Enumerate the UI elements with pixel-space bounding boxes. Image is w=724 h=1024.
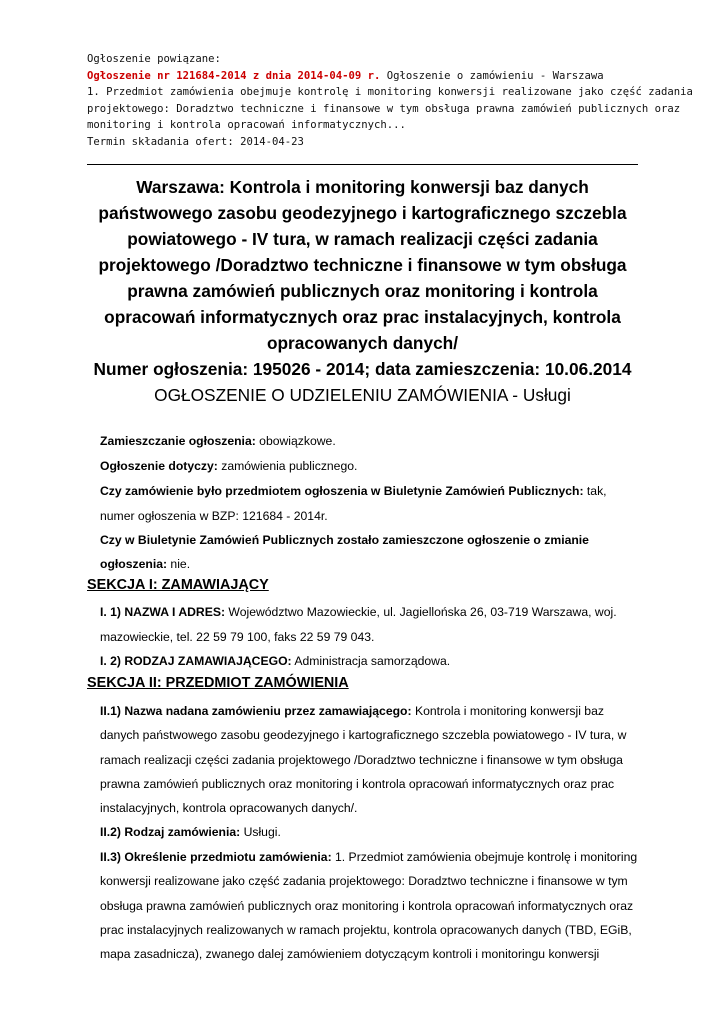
related-notice-link[interactable]: Ogłoszenie nr 121684-2014 z dnia 2014-04-09 r. (87, 69, 381, 82)
related-deadline: Termin składania ofert: 2014-04-23 (87, 135, 304, 148)
section1-name-row (100, 605, 617, 619)
related-desc-line: projektowego: Doradztwo techniczne i finansowe w tym obsługa prawna zamówień publicznych oraz (87, 102, 681, 115)
section1-name-value: Województwo Mazowieckie, ul. Jagiellońska 26, 03-719 Warszawa, woj. (225, 605, 617, 619)
concerns-value: zamówienia publicznego. (217, 459, 358, 473)
change-row (100, 533, 589, 547)
notice-title (87, 174, 638, 408)
bzp-row (100, 484, 607, 498)
notice-subtitle: OGŁOSZENIE O UDZIELENIU ZAMÓWIENIA - Usługi (154, 385, 571, 405)
notice-number-line: Numer ogłoszenia: 195026 - 2014; data zamieszczenia: 10.06.2014 (93, 359, 632, 379)
concerns-label: Ogłoszenie dotyczy: (100, 459, 218, 473)
title-line: opracowanych danych/ (266, 333, 459, 353)
change-label: Czy w Biuletynie Zamówień Publicznych zostało zamieszczone ogłoszenie o zmianie (100, 533, 589, 547)
section2-heading: SEKCJA II: PRZEDMIOT ZAMÓWIENIA (87, 675, 349, 691)
ii3-line: prac instalacyjnych realizowanych w ramach projektu, kontrola opracowanych danych (TBD, EGiB, (100, 923, 632, 937)
related-desc-line: 1. Przedmiot zamówienia obejmuje kontrolę i monitoring konwersji realizowane jako część zadania (87, 86, 693, 99)
title-line: projektowego /Doradztwo techniczne i finansowe w tym obsługa (98, 255, 627, 275)
concerns-row (100, 459, 357, 473)
ii3-line: mapa zasadnicza), zwanego dalej zamówieniem dotyczącym kontroli i monitoringu konwersji (100, 947, 600, 961)
ii1-line: prawna zamówień publicznych oraz monitoring i kontrola opracowań informatycznych oraz prac (100, 777, 615, 791)
section1-type-label: I. 2) RODZAJ ZAMAWIAJĄCEGO: (100, 654, 292, 668)
ii1-label: II.1) Nazwa nadana zamówieniu przez zamawiającego: (100, 704, 412, 718)
related-notice-block (87, 51, 693, 151)
section1-name-label: I. 1) NAZWA I ADRES: (100, 605, 226, 619)
section1-heading: SEKCJA I: ZAMAWIAJĄCY (87, 577, 269, 593)
ii1-line: instalacyjnych, kontrola opracowanych danych/. (100, 801, 358, 815)
related-desc-line: monitoring i kontrola opracowań informatycznych... (87, 119, 406, 132)
section1-type-value: Administracja samorządowa. (291, 654, 451, 668)
placement-row (100, 434, 336, 448)
related-notice-line (87, 68, 647, 85)
change-label-2: ogłoszenia: (100, 557, 168, 571)
ii2-label: II.2) Rodzaj zamówienia: (100, 825, 241, 839)
title-line: prawna zamówień publicznych oraz monitoring i kontrola (127, 281, 598, 301)
ii3-row (100, 850, 637, 864)
horizontal-divider (87, 164, 638, 165)
ii3-value: 1. Przedmiot zamówienia obejmuje kontrolę i monitoring (331, 850, 638, 864)
change-row-2 (100, 557, 190, 571)
bzp-label: Czy zamówienie było przedmiotem ogłoszenia w Biuletynie Zamówień Publicznych: (100, 484, 584, 498)
related-notice-rest: Ogłoszenie o zamówieniu - Warszawa (380, 69, 604, 82)
title-line: Warszawa: Kontrola i monitoring konwersji baz danych (136, 177, 589, 197)
ii1-row (100, 704, 604, 718)
ii1-line: danych państwowego zasobu geodezyjnego i kartograficznego szczebla powiatowego - IV tura, w (100, 728, 627, 742)
ii1-value: Kontrola i monitoring konwersji baz (411, 704, 604, 718)
ii3-line: obsługa prawna zamówień publicznych oraz monitoring i kontrola opracowań informatycznych oraz (100, 899, 634, 913)
placement-value: obowiązkowe. (255, 434, 336, 448)
ii1-line: ramach realizacji części zadania projektowego /Doradztwo techniczne i finansowe w tym obsługa (100, 753, 623, 767)
section1-name-line2: mazowieckie, tel. 22 59 79 100, faks 22 59 79 043. (100, 630, 375, 644)
title-line: państwowego zasobu geodezyjnego i kartograficznego szczebla (98, 203, 627, 223)
placement-label: Zamieszczanie ogłoszenia: (100, 434, 256, 448)
ii2-row (100, 825, 281, 839)
ii2-value: Usługi. (240, 825, 281, 839)
bzp-value: tak, (583, 484, 607, 498)
title-line: opracowań informatycznych oraz prac instalacyjnych, kontrola (104, 307, 621, 327)
change-value: nie. (167, 557, 191, 571)
ii3-line: konwersji realizowane jako część zadania projektowego: Doradztwo techniczne i finansowe w tym (100, 874, 628, 888)
related-label: Ogłoszenie powiązane: (87, 53, 221, 65)
title-line: powiatowego - IV tura, w ramach realizacji części zadania (127, 229, 598, 249)
bzp-number: numer ogłoszenia w BZP: 121684 - 2014r. (100, 509, 328, 523)
ii3-label: II.3) Określenie przedmiotu zamówienia: (100, 850, 332, 864)
section1-type-row (100, 654, 450, 668)
